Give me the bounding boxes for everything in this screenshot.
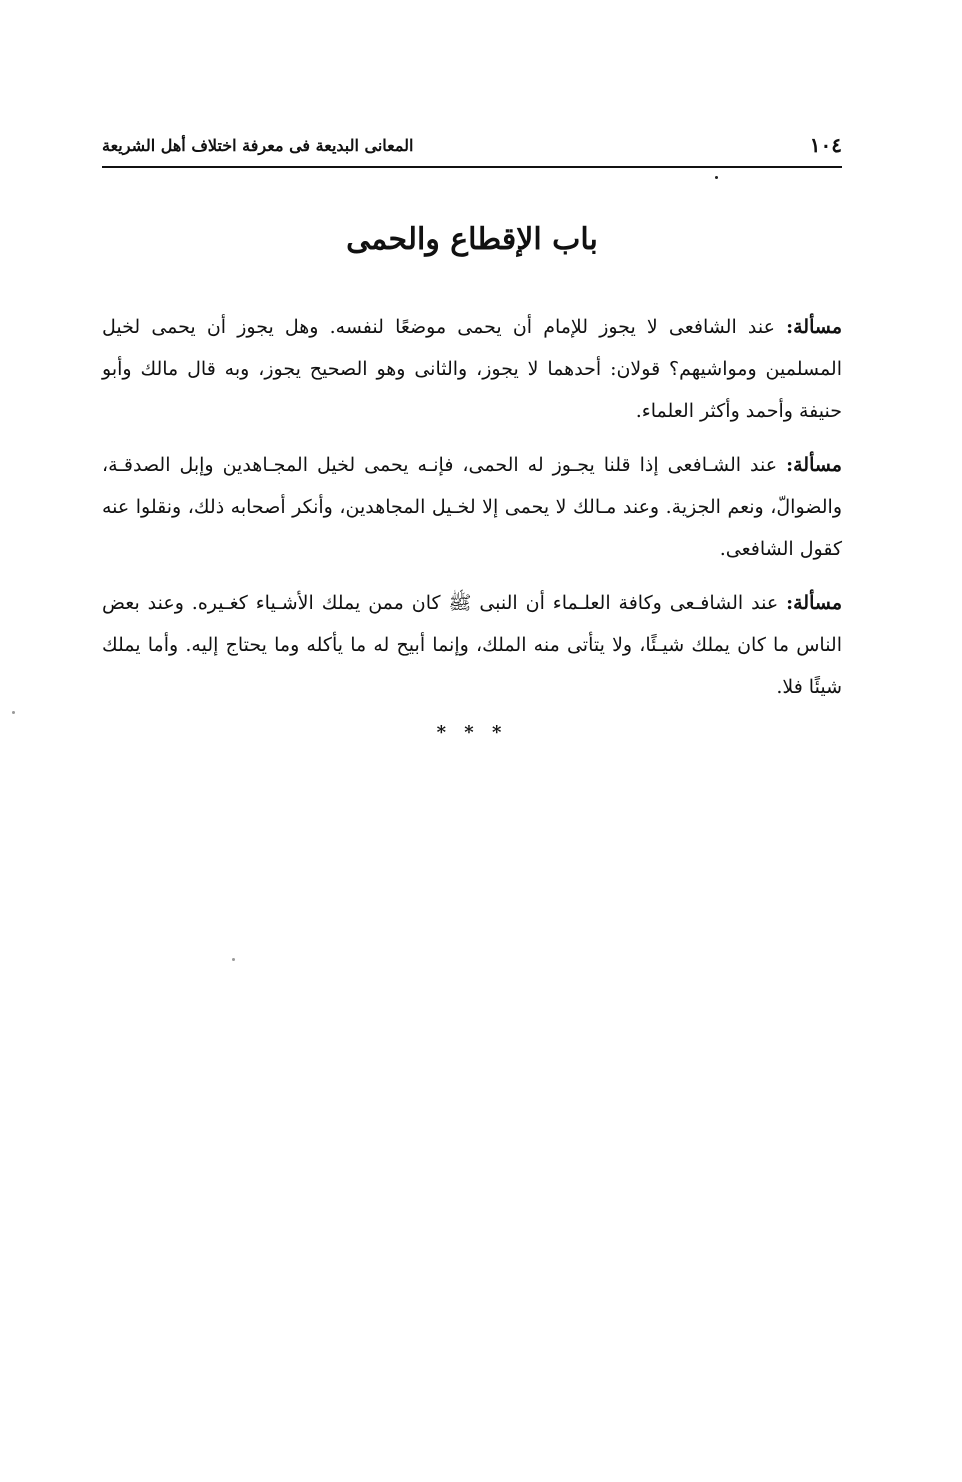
margin-dot bbox=[12, 711, 15, 714]
masala-text: عند الشـافعى إذا قلنا يجـوز له الحمى، فإنـه يحمى لخيل المجـاهدين وإبل الصدقـة، والضوالّ، ونعم الجزية. وعند مـالك لا يحمى إلا لخـيل المجاهدين، وأنكر أصحابه ذلك، ونقلوا عنه كقول الشافعى. bbox=[102, 454, 843, 560]
section-separator: * * * bbox=[436, 722, 508, 743]
masala-label: مسألة: bbox=[786, 316, 843, 338]
masala-paragraph-3 bbox=[102, 582, 842, 708]
masala-paragraph-1 bbox=[102, 306, 842, 432]
chapter-title: باب الإقطاع والحمى bbox=[346, 222, 598, 257]
masala-text: عند الشافعى لا يجوز للإمام أن يحمى موضعًا لنفسه. وهل يجوز أن يحمى لخيل المسلمين ومواشيهم؟ قولان: أحدهما لا يجوز، والثانى وهو الصحيح يجوز، وبه قال مالك وأبو حنيفة وأحمد وأكثر العلماء. bbox=[102, 316, 842, 422]
body-text bbox=[102, 306, 842, 720]
masala-paragraph-2 bbox=[102, 444, 842, 570]
margin-dot bbox=[232, 958, 235, 961]
header-rule bbox=[102, 166, 842, 168]
masala-label: مسألة: bbox=[786, 454, 842, 476]
masala-label: مسألة: bbox=[786, 592, 842, 614]
masala-text: عند الشافـعى وكافة العلـماء أن النبى ﷺ كان ممن يملك الأشـياء كغـيره. وعند بعض الناس ما كان يملك شيـئًا، ولا يتأتى منه الملك، وإنما أبيح له ما يأكله وما يحتاج إليه. وأما يملك شيئًا فلا. bbox=[102, 592, 842, 698]
ink-dot bbox=[715, 176, 718, 179]
running-title: المعانى البديعة فى معرفة اختلاف أهل الشريعة bbox=[102, 135, 414, 155]
page-header bbox=[102, 128, 842, 162]
page-number: ١٠٤ bbox=[809, 133, 842, 157]
